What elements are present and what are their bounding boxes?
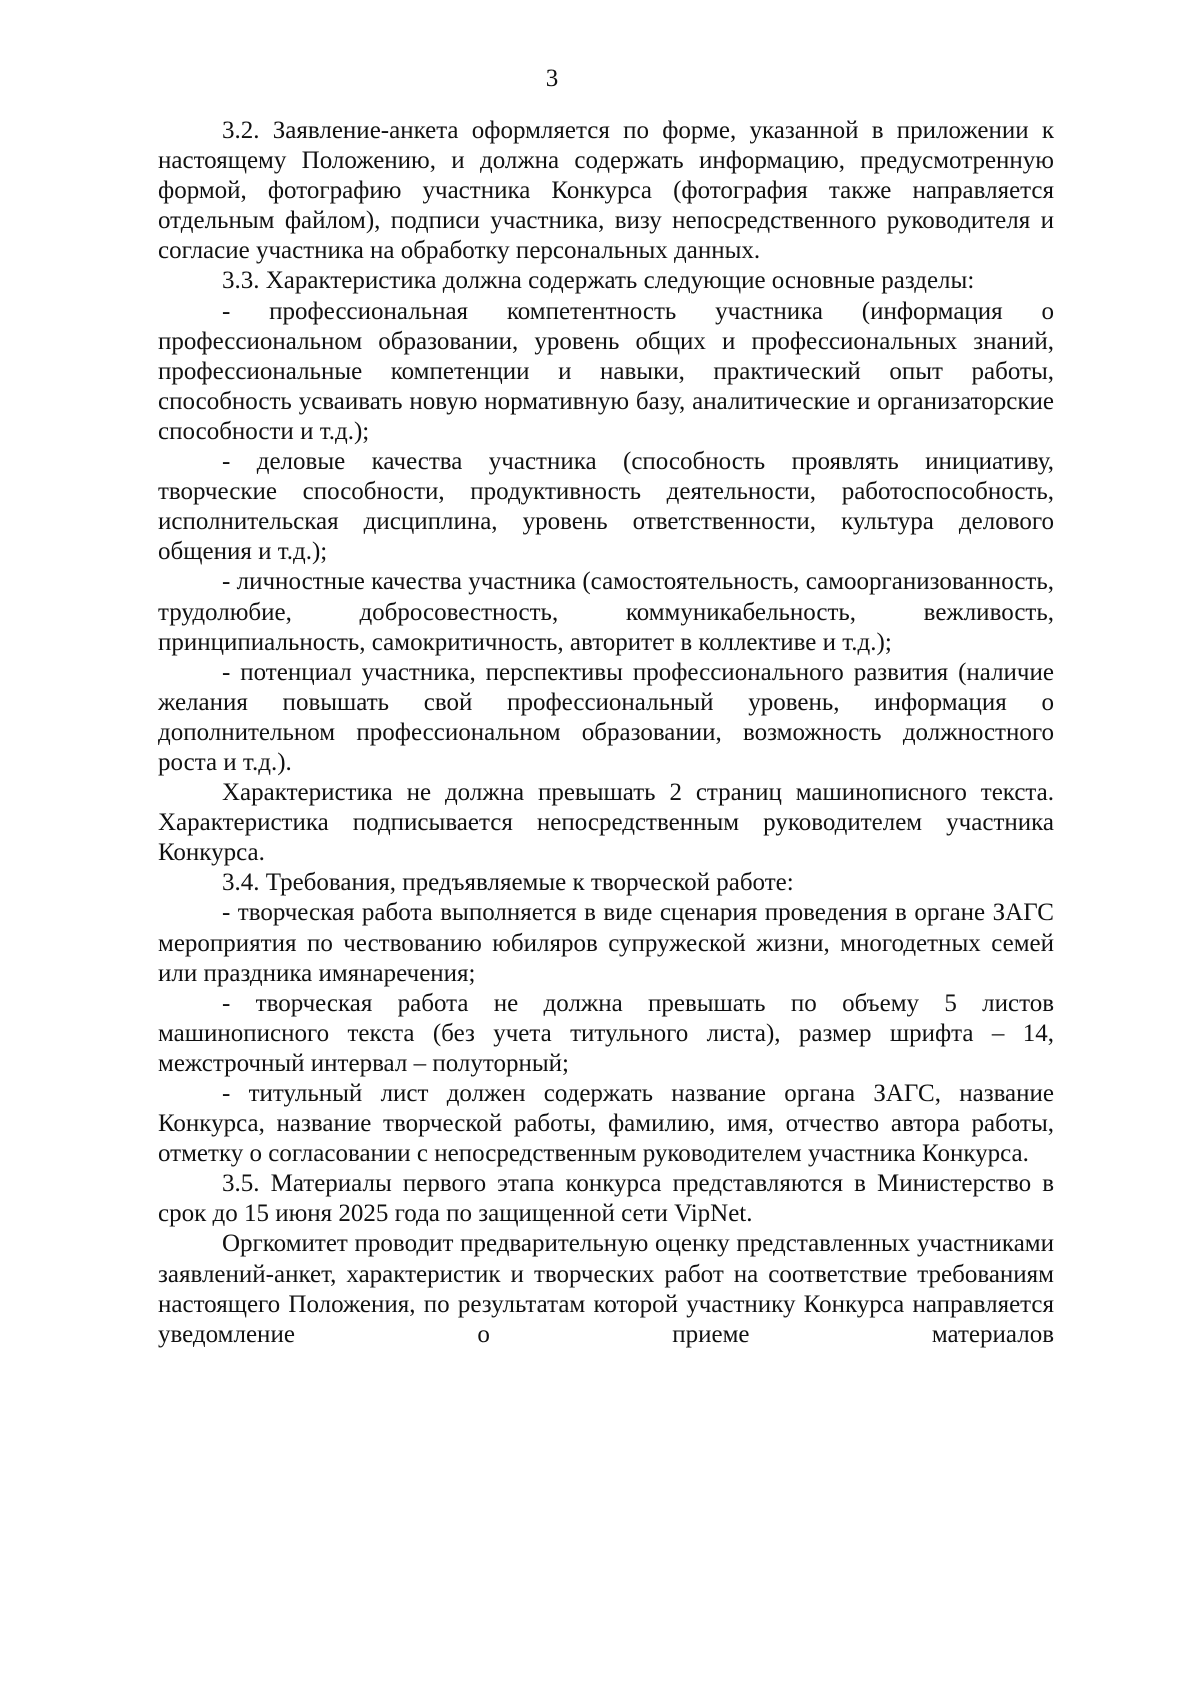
paragraph-3-5: 3.5. Материалы первого этапа конкурса представляются в Министерство в срок до 15 июня 2025 года по защищенной сети VipNet. — [158, 1170, 1054, 1228]
list-item-potential: - потенциал участника, перспективы профессионального развития (наличие желания повышать свой профессиональный уровень, информация о дополнительном профессиональном образовании, возможность должностного роста и т.д.). — [158, 658, 1054, 776]
list-item-volume-limits: - творческая работа не должна превышать по объему 5 листов машинописного текста (без учета титульного листа), размер шрифта – 14, межстрочный интервал – полуторный; — [158, 989, 1054, 1077]
list-item-personal-qualities: - личностные качества участника (самостоятельность, самоорганизованность, трудолюбие, добросовестность, коммуникабельность, вежливость, принципиальность, самокритичность, авторитет в коллективе и т.д.); — [158, 568, 1054, 656]
list-item-professional-competence: - профессиональная компетентность участника (информация о профессиональном образовании, уровень общих и профессиональных знаний, профессиональные компетенции и навыки, практический опыт работы, способность усваивать новую нормативную базу, аналитические и организаторские способности и т.д.); — [158, 297, 1054, 445]
list-item-business-qualities: - деловые качества участника (способность проявлять инициативу, творческие способности, продуктивность деятельности, работоспособность, исполнительская дисциплина, уровень ответственности, культура делового общения и т.д.); — [158, 448, 1054, 566]
paragraph-3-3: 3.3. Характеристика должна содержать следующие основные разделы: — [222, 267, 975, 295]
document-body — [158, 116, 1054, 1350]
paragraph-characteristic-limits: Характеристика не должна превышать 2 страниц машинописного текста. Характеристика подписывается непосредственным руководителем участника Конкурса. — [158, 779, 1054, 867]
paragraph-3-4: 3.4. Требования, предъявляемые к творческой работе: — [222, 869, 794, 897]
list-item-title-page: - титульный лист должен содержать название органа ЗАГС, название Конкурса, название творческой работы, фамилию, имя, отчество автора работы, отметку о согласовании с непосредственным руководителем участника Конкурса. — [158, 1080, 1054, 1168]
page-number: 3 — [545, 65, 559, 92]
list-item-scenario-form: - творческая работа выполняется в виде сценария проведения в органе ЗАГС мероприятия по чествованию юбиляров супружеской жизни, многодетных семей или праздника имянаречения; — [158, 899, 1054, 987]
paragraph-orgcommittee: Оргкомитет проводит предварительную оценку представленных участниками заявлений-анкет, характеристик и творческих работ на соответствие требованиям настоящего Положения, по результатам которой участнику Конкурса направляется уведомление о приеме материалов — [158, 1230, 1054, 1348]
paragraph-3-2: 3.2. Заявление-анкета оформляется по форме, указанной в приложении к настоящему Положению, и должна содержать информацию, предусмотренную формой, фотографию участника Конкурса (фотография также направляется отдельным файлом), подписи участника, визу непосредственного руководителя и согласие участника на обработку персональных данных. — [158, 117, 1054, 265]
